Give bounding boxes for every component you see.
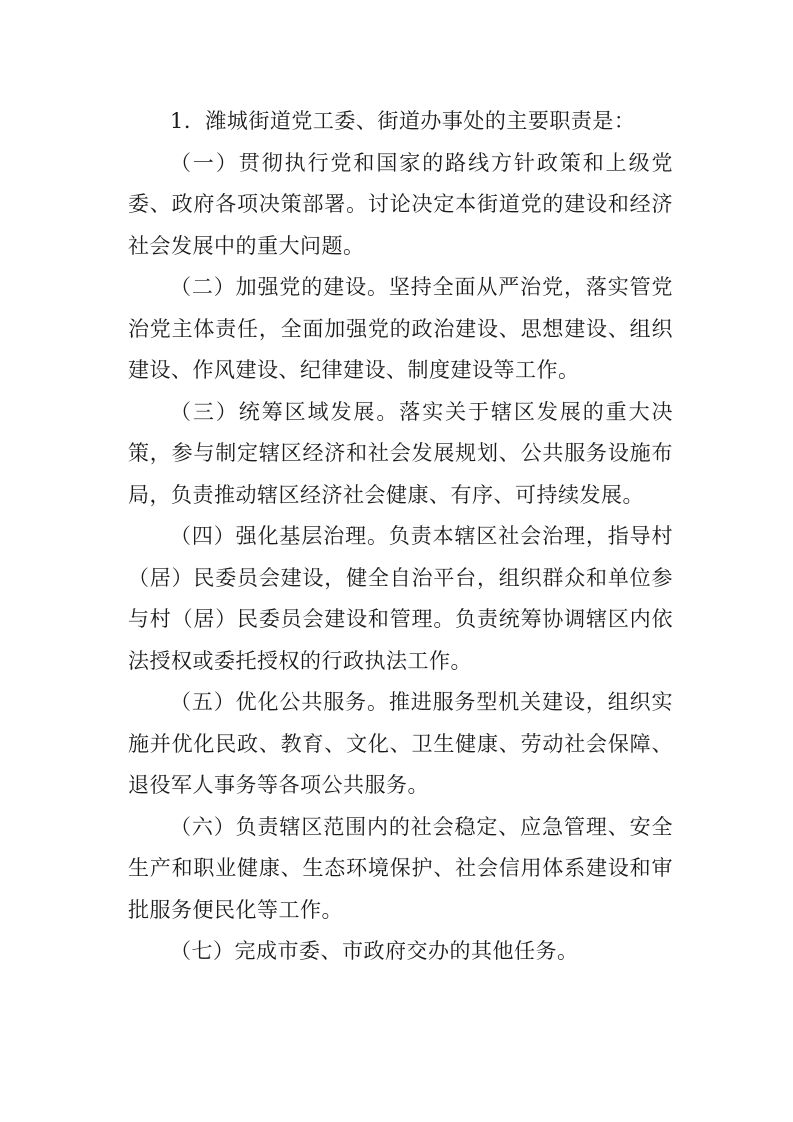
duty-paragraph-1: （一）贯彻执行党和国家的路线方针政策和上级党委、政府各项决策部署。讨论决定本街道党的建设和经济社会发展中的重大问题。 [128,150,673,258]
duty-paragraph-7: （七）完成市委、市政府交办的其他任务。 [170,939,579,963]
duty-paragraph-2: （二）加强党的建设。坚持全面从严治党，落实管党治党主体责任，全面加强党的政治建设、思想建设、组织建设、作风建设、纪律建设、制度建设等工作。 [128,275,673,382]
document-body [128,101,673,973]
duty-paragraph-4: （四）强化基层治理。负责本辖区社会治理，指导村（居）民委员会建设，健全自治平台，组织群众和单位参与村（居）民委员会建设和管理。负责统筹协调辖区内依法授权或委托授权的行政执法工作。 [128,524,673,673]
duties-heading: 1．潍城街道党工委、街道办事处的主要职责是： [170,109,636,133]
duty-paragraph-5: （五）优化公共服务。推进服务型机关建设，组织实施并优化民政、教育、文化、卫生健康、劳动社会保障、退役军人事务等各项公共服务。 [128,690,673,797]
duty-paragraph-3: （三）统筹区域发展。落实关于辖区发展的重大决策，参与制定辖区经济和社会发展规划、公共服务设施布局，负责推动辖区经济社会健康、有序、可持续发展。 [128,399,673,507]
duty-paragraph-6: （六）负责辖区范围内的社会稳定、应急管理、安全生产和职业健康、生态环境保护、社会信用体系建设和审批服务便民化等工作。 [128,814,673,922]
